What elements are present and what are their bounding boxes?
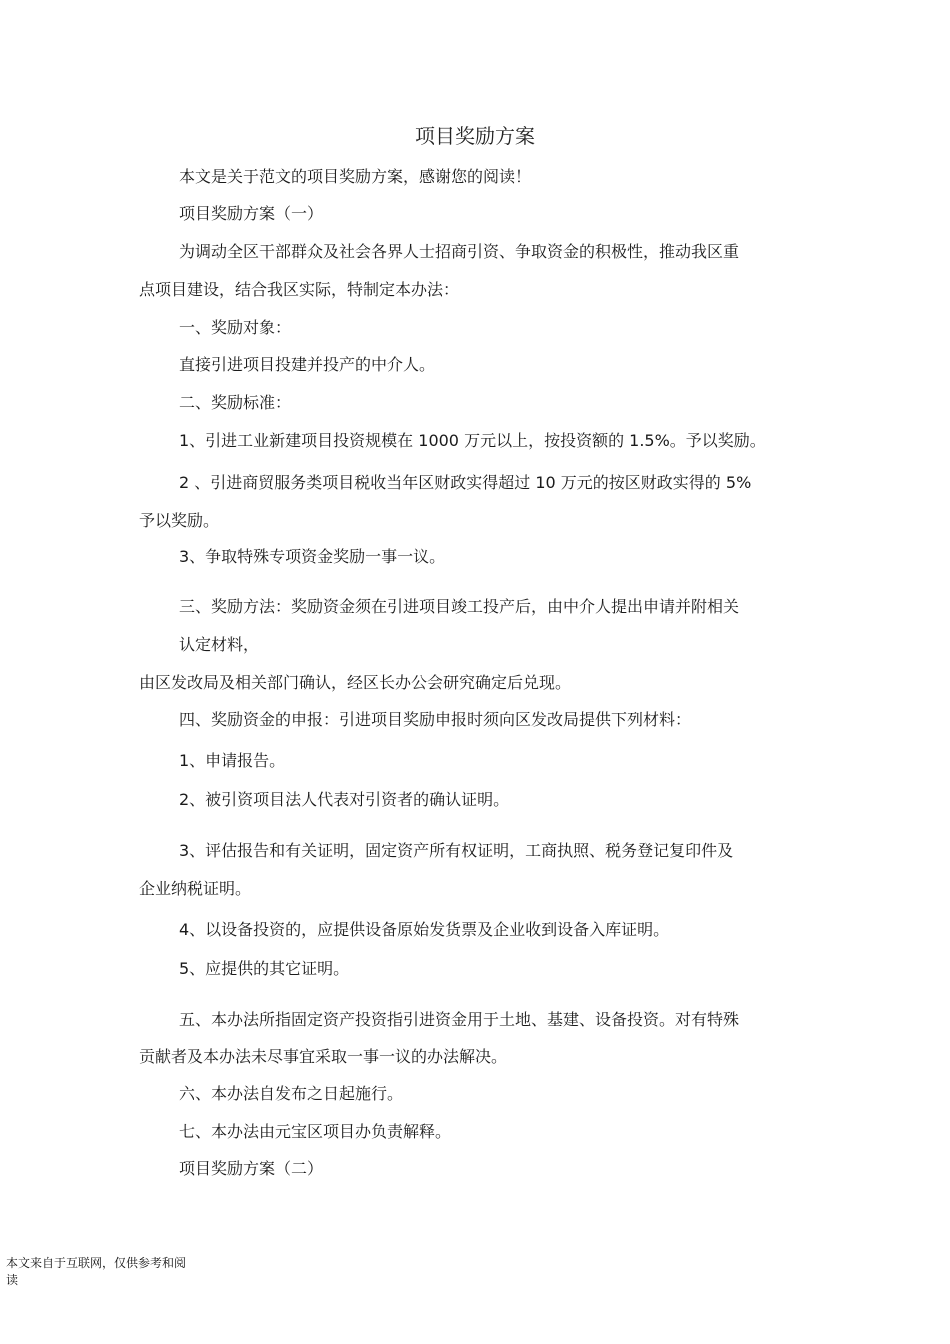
list-item: 1、申请报告。 [179, 751, 286, 770]
list-item: 2 、引进商贸服务类项目税收当年区财政实得超过 10 万元的按区财政实得的 5% [179, 473, 752, 492]
list-heading: 七、本办法由元宝区项目办负责解释。 [179, 1122, 452, 1141]
list-heading: 二、奖励标准： [179, 393, 292, 412]
list-item: 5、应提供的其它证明。 [179, 959, 350, 978]
paragraph-line: 为调动全区干部群众及社会各界人士招商引资、争取资金的积极性，推动我区重 [179, 242, 740, 261]
list-item-continued: 予以奖励。 [139, 511, 220, 530]
paragraph-line: 直接引进项目投建并投产的中介人。 [179, 355, 436, 374]
section-heading-1: 项目奖励方案（一） [179, 204, 324, 223]
paragraph-line: 贡献者及本办法未尽事宜采取一事一议的办法解决。 [139, 1047, 508, 1066]
list-heading: 三、奖励方法：奖励资金须在引进项目竣工投产后，由中介人提出申请并附相关 [179, 597, 740, 616]
list-heading: 六、本办法自发布之日起施行。 [179, 1084, 404, 1103]
document-title: 项目奖励方案 [415, 124, 535, 148]
list-item: 4、以设备投资的，应提供设备原始发货票及企业收到设备入库证明。 [179, 920, 670, 939]
paragraph-line: 点项目建设，结合我区实际，特制定本办法： [139, 280, 460, 299]
paragraph-line: 由区发改局及相关部门确认，经区长办公会研究确定后兑现。 [139, 673, 572, 692]
list-item: 3、争取特殊专项资金奖励一事一议。 [179, 547, 446, 566]
list-item: 2、被引资项目法人代表对引资者的确认证明。 [179, 790, 510, 809]
list-item: 1、引进工业新建项目投资规模在 1000 万元以上，按投资额的 1.5%。予以奖励。 [179, 431, 766, 450]
list-heading: 五、本办法所指固定资产投资指引进资金用于土地、基建、设备投资。对有特殊 [179, 1010, 740, 1029]
list-item: 3、评估报告和有关证明，固定资产所有权证明，工商执照、税务登记复印件及 [179, 841, 734, 860]
source-footer [6, 1255, 226, 1289]
section-heading-2: 项目奖励方案（二） [179, 1159, 324, 1178]
footer-line: 本文来自于互联网，仅供参考和阅 [6, 1256, 187, 1270]
paragraph-line: 认定材料， [179, 635, 260, 654]
intro-line: 本文是关于范文的项目奖励方案，感谢您的阅读！ [179, 167, 532, 186]
list-item-continued: 企业纳税证明。 [139, 879, 252, 898]
list-heading: 四、奖励资金的申报：引进项目奖励申报时须向区发改局提供下列材料： [179, 710, 692, 729]
list-heading: 一、奖励对象： [179, 318, 292, 337]
footer-line: 读 [6, 1273, 19, 1287]
